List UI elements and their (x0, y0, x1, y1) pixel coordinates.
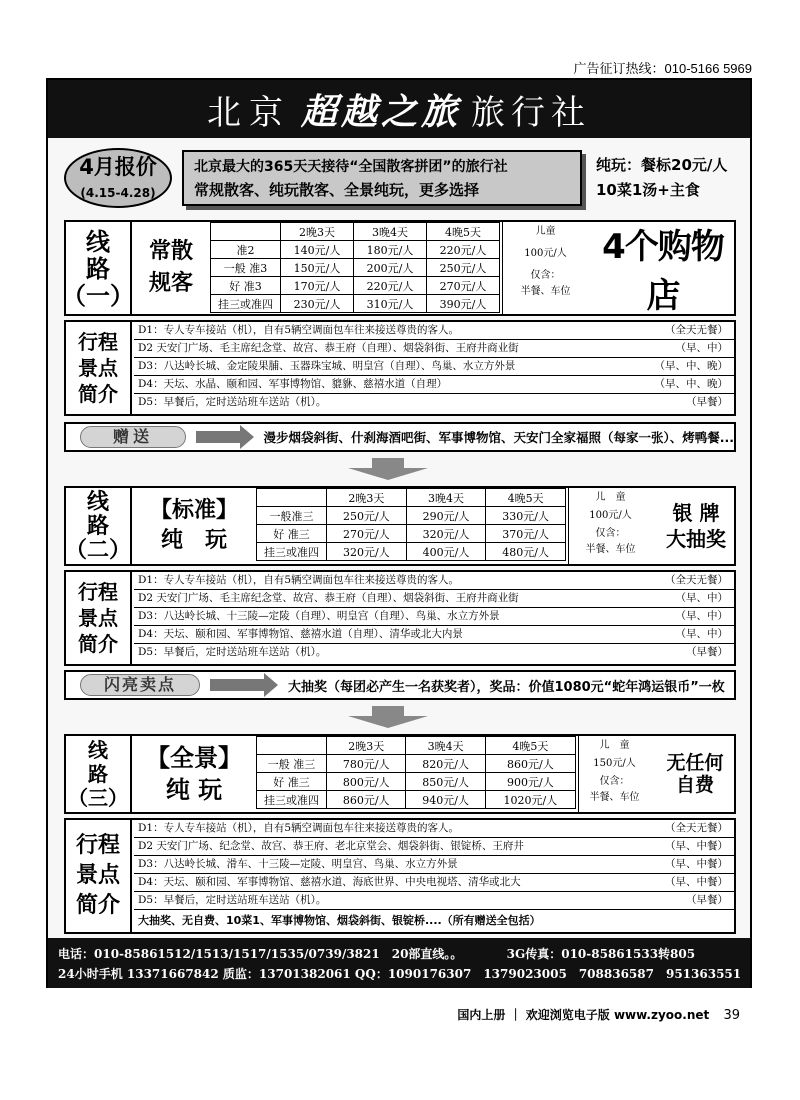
banner-city: 北京 (206, 92, 291, 133)
right-arrow-icon (196, 431, 242, 443)
contact-phone: 电话：010-85861512/1513/1517/1535/0739/3821 20部直线。。 (58, 947, 463, 961)
list-item: D1：专人专车接站（机），自有5辆空调面包车往来接送尊贵的客人。 （全天无餐） (134, 820, 734, 838)
route-1-child-price: 儿童 100元/人 仅含： 半餐、车位 (502, 222, 588, 314)
list-item: D4：天坛、水晶、颐和园、军事博物馆、貔貅、慈禧水道（自理） （早、中、晚） (134, 376, 734, 394)
price-month: 4月报价 (79, 155, 157, 179)
table-row: 好 准三 270元/人 320元/人 370元/人 (257, 525, 566, 543)
table-row: 好 准三 800元/人 850元/人 900元/人 (257, 773, 576, 791)
route-3-itinerary (64, 818, 736, 934)
catalog-link-text: 国内上册 ｜ 欢迎浏览电子版 www.zyoo.net (457, 1008, 710, 1022)
itinerary-2-title: 行程 景点 简介 (66, 572, 132, 664)
meal-line2: 10菜1汤+主食 (596, 181, 700, 199)
banner-suffix: 旅行社 (471, 92, 591, 133)
gift-badge: 赠送 (80, 426, 186, 448)
price-badge (64, 148, 172, 208)
route-3-title: 线 路 （三） (66, 736, 132, 812)
route-1-title: 线 路 （一） (66, 222, 132, 314)
list-item: D3：八达岭长城、十三陵—定陵（自理）、明皇宫（自理）、鸟巢、水立方外景 （早、中） (134, 608, 734, 626)
gift-bar-1 (64, 422, 736, 452)
route-1-itinerary (64, 320, 736, 416)
page-number: 39 (723, 1008, 740, 1023)
route-2-itinerary (64, 570, 736, 666)
highlight-badge: 闪亮卖点 (80, 674, 200, 696)
route-3-name: 【全景】 纯 玩 (146, 744, 242, 804)
table-row: 一般 准3 150元/人 200元/人 250元/人 (211, 259, 500, 277)
list-item: D5：早餐后，定时送站班车送站（机）。 （早餐） (138, 396, 728, 408)
down-arrow-icon (348, 458, 428, 480)
table-row: 一般 准三 780元/人 820元/人 860元/人 (257, 755, 576, 773)
meal-info (588, 150, 746, 206)
route-2-child-price: 儿 童 100元/人 仅含： 半餐、车位 (568, 488, 652, 564)
itinerary-3-title: 行程 景点 简介 (66, 820, 132, 932)
gift-text: 漫步烟袋斜街、什刹海酒吧街、军事博物馆、天安门全家福照（每家一张）、烤鸭餐... (263, 430, 734, 445)
list-item: D1：专人专车接站（机），自有5辆空调面包车往来接送尊贵的客人。 （全天无餐） (134, 322, 734, 340)
page-footer (457, 1006, 740, 1023)
list-item: D2 天安门广场、纪念堂、故宫、恭王府、老北京堂会、烟袋斜街、银锭桥、王府井 （早、中餐） (134, 838, 734, 856)
table-row: 挂三或准四 320元/人 400元/人 480元/人 (257, 543, 566, 561)
list-item: D2 天安门广场、毛主席纪念堂、故宫、恭王府（自理）、烟袋斜街、王府井商业街 （早、中） (134, 340, 734, 358)
route-3-feature: 无任何自费 (666, 752, 724, 796)
list-item: D4：天坛、颐和园、军事博物馆、慈禧水道（自理）、清华或北大内景 （早、中） (134, 626, 734, 644)
ad-hotline: 广告征订热线：010-5166 5969 (573, 61, 752, 76)
route-3-child-price: 儿 童 150元/人 仅含： 半餐、车位 (578, 736, 650, 812)
route-3-block (64, 734, 736, 814)
right-arrow-icon (210, 679, 266, 691)
route-1-feature: 4个购物店 (602, 227, 724, 316)
list-item: D3：八达岭长城、金定陵果脯、玉器珠宝城、明皇宫（自理）、鸟巢、水立方外景 （早、中、晚） (134, 358, 734, 376)
meal-line1: 纯玩：餐标20元/人 (596, 156, 728, 174)
highlight-text: 大抽奖（每团必产生一名获奖者），奖品：价值1080元“蛇年鸿运银币”一枚 (288, 679, 725, 695)
intro-line2: 常规散客、纯玩散客、全景纯玩，更多选择 (194, 181, 480, 199)
gift-bar-2 (64, 670, 736, 700)
route-2-name: 【标准】 纯 玩 (149, 498, 238, 553)
contact-footer (48, 938, 750, 988)
list-item: D1：专人专车接站（机），自有5辆空调面包车往来接送尊贵的客人。 （全天无餐） (134, 572, 734, 590)
table-row: 挂三或准四 230元/人 310元/人 390元/人 (211, 295, 500, 313)
list-item: D3：八达岭长城、滑车、十三陵—定陵、明皇宫、鸟巢、水立方外景 （早、中餐） (134, 856, 734, 874)
itinerary-1-title: 行程 景点 简介 (66, 322, 132, 414)
contact-mobile: 24小时手机 13371667842 质监：13701382061 QQ：1090176307 1379023005 708836587 951363551 (58, 967, 742, 981)
contact-fax: 3G传真：010-85861533转805 (506, 947, 696, 961)
table-row: 挂三或准四 860元/人 940元/人 1020元/人 (257, 791, 576, 809)
price-dates: (4.15-4.28) (80, 186, 156, 200)
intro-box (182, 150, 582, 206)
route-1-price-table: 2晚3天 3晚4天 4晚5天 准2 140元/人 180元/人 220元/人 一般 准3 150元/人 200元/人 250元/人 好 准3 170元/人 220元/人 270元/人 挂三或准四 230元/人 310元/人 390元/人 (210, 222, 500, 313)
list-item: D4：天坛、颐和园、军事博物馆、慈禧水道、海底世界、中央电视塔、清华或北大 （早、中餐） (134, 874, 734, 892)
list-item: D2 天安门广场、毛主席纪念堂、故宫、恭王府（自理）、烟袋斜街、王府井商业街 （早、中） (134, 590, 734, 608)
table-row: 好 准3 170元/人 220元/人 270元/人 (211, 277, 500, 295)
route-2-price-table: 2晚3天 3晚4天 4晚5天 一般准三 250元/人 290元/人 330元/人 好 准三 270元/人 320元/人 370元/人 挂三或准四 320元/人 400元/人 480元/人 (256, 488, 566, 561)
route-1-block (64, 220, 736, 316)
intro-line1: 北京最大的365天天接待“全国散客拼团”的旅行社 (194, 159, 508, 175)
route-2-feature: 银 牌 大抽奖 (666, 501, 726, 551)
banner-brand: 超越之旅 (300, 90, 461, 133)
route-2-title: 线 路 （二） (65, 489, 132, 563)
list-item: D5：早餐后，定时送站班车送站（机）。 （早餐） (138, 646, 728, 658)
table-row: 准2 140元/人 180元/人 220元/人 (211, 241, 500, 259)
route-3-price-table: 2晚3天 3晚4天 4晚5天 一般 准三 780元/人 820元/人 860元/人 好 准三 800元/人 850元/人 900元/人 挂三或准四 860元/人 940元/人 1020元/人 (256, 736, 576, 809)
agency-banner (48, 80, 750, 138)
down-arrow-icon (348, 706, 428, 728)
route-3-inclusions: 大抽奖、无自费、10菜1、军事博物馆、烟袋斜街、银锭桥....（所有赠送全包括） (138, 914, 541, 927)
route-2-block (64, 486, 736, 566)
ad-frame (46, 78, 752, 988)
table-row: 一般准三 250元/人 290元/人 330元/人 (257, 507, 566, 525)
list-item: D5：早餐后，定时送站班车送站（机）。 （早餐） (134, 892, 734, 910)
route-1-name: 常散 规客 (148, 239, 193, 296)
